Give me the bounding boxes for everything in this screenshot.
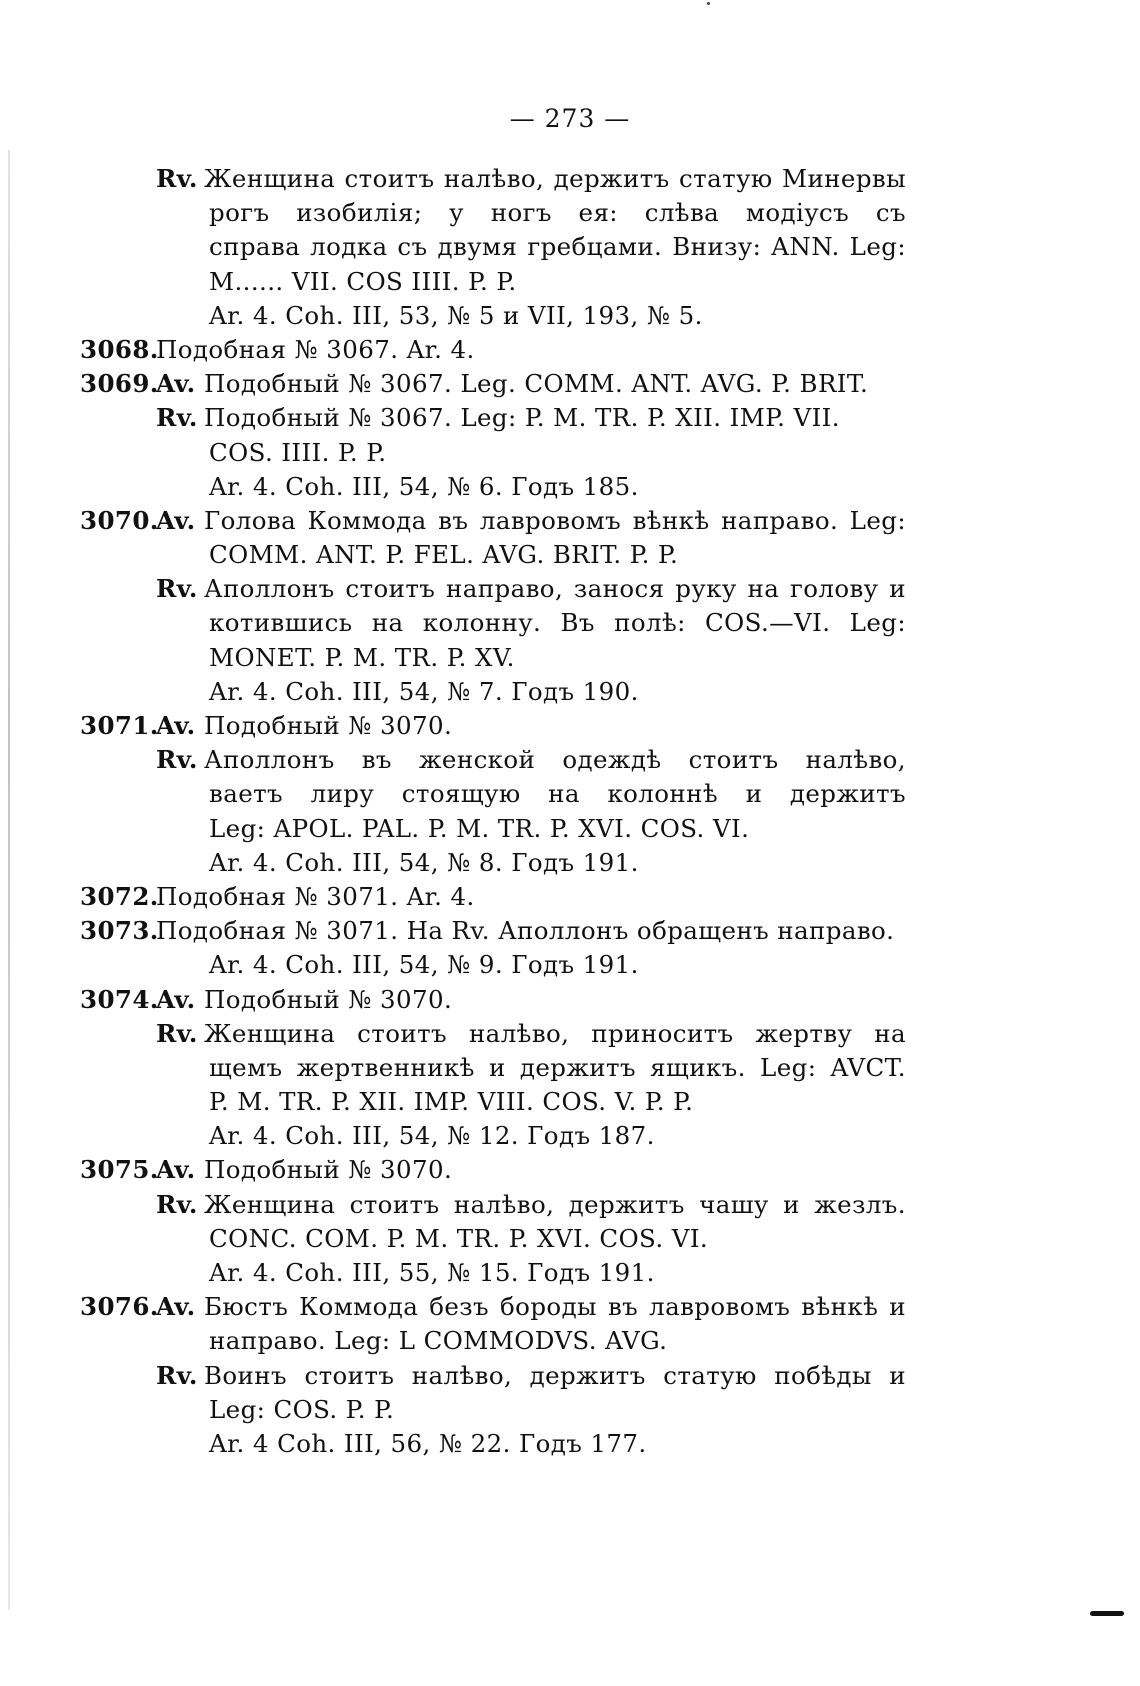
entry-number: 3069. xyxy=(80,369,159,399)
scan-mark xyxy=(1090,1611,1124,1616)
text-line xyxy=(0,914,1140,948)
text-line xyxy=(0,1119,1140,1153)
text-line xyxy=(0,777,1140,811)
entry-number: 3070. xyxy=(80,505,159,535)
entry-number: 3073. xyxy=(80,916,159,946)
reverse-label: Rv. xyxy=(156,164,198,193)
line-text: M...... VII. COS ІІІІ. P. P. xyxy=(209,266,517,296)
catalogue-text xyxy=(0,162,1140,1461)
line-text: Женщина стоитъ налѣво, держитъ статую Минервы xyxy=(204,164,906,193)
text-line xyxy=(0,1222,1140,1256)
obverse-label: Av. xyxy=(156,369,196,399)
text-line xyxy=(0,743,1140,777)
obverse-label: Av. xyxy=(156,711,196,740)
text-line xyxy=(0,606,1140,640)
line-text: Ar. 4. Coh. III, 54, № 8. Годъ 191. xyxy=(209,847,639,877)
line-text: рогъ изобилія; у ногъ ея: слѣва модіусъ съ xyxy=(209,198,906,228)
text-line xyxy=(0,367,1140,401)
text-line xyxy=(0,1290,1140,1324)
text-line xyxy=(0,1393,1140,1427)
obverse-label: Av. xyxy=(156,1155,196,1185)
text-line xyxy=(0,641,1140,675)
text-line xyxy=(0,470,1140,504)
line-text: Подобный № 3070. xyxy=(204,984,453,1014)
line-text: Женщина стоитъ налѣво, держитъ чашу и жезлъ. xyxy=(204,1189,906,1219)
text-line xyxy=(0,1017,1140,1051)
line-text: Аполлонъ стоитъ направо, занося руку на голову и xyxy=(204,574,906,604)
line-text: COS. ІІІІ. P. P. xyxy=(209,437,387,467)
line-text: COMM. ANT. P. FEL. AVG. BRIT. P. P. xyxy=(209,540,679,570)
line-text: Leg: APOL. PAL. P. M. TR. P. XVI. COS. VI. xyxy=(209,813,750,843)
text-line xyxy=(0,162,1140,196)
text-line xyxy=(0,846,1140,880)
line-text: Ar. 4. Coh. III, 54, № 12. Годъ 187. xyxy=(209,1121,655,1151)
text-line xyxy=(0,1085,1140,1119)
entry-number: 3074. xyxy=(80,984,159,1014)
line-text: CONC. COM. P. M. TR. P. XVI. COS. VI. xyxy=(209,1223,709,1253)
text-line xyxy=(0,1256,1140,1290)
line-text: Подобная № 3071. На Rv. Аполлонъ обращенъ направо. xyxy=(156,916,895,946)
scan-speck xyxy=(707,2,710,5)
line-text: щемъ жертвенникѣ и держитъ ящикъ. Leg: AVCT. xyxy=(209,1052,906,1082)
text-line xyxy=(0,675,1140,709)
text-line xyxy=(0,196,1140,230)
line-text: Ar. 4 Coh. III, 56, № 22. Годъ 177. xyxy=(209,1428,647,1458)
line-text: справа лодка съ двумя гребцами. Внизу: ANN. Leg: xyxy=(209,232,906,262)
text-line xyxy=(0,1427,1140,1461)
entry-number: 3076. xyxy=(80,1292,159,1322)
text-line xyxy=(0,401,1140,435)
line-text: Подобный № 3067. Leg: P. M. TR. P. XII. IMP. VII. xyxy=(204,403,840,433)
line-text: P. M. TR. P. XII. IMP. VIII. COS. V. P. P. xyxy=(209,1087,694,1117)
text-line xyxy=(0,436,1140,470)
text-line xyxy=(0,1153,1140,1187)
line-text: Leg: COS. P. P. xyxy=(209,1394,395,1424)
text-line xyxy=(0,948,1140,982)
line-text: Голова Коммода въ лавровомъ вѣнкѣ направо. Leg: xyxy=(204,505,906,535)
text-line xyxy=(0,299,1140,333)
reverse-label: Rv. xyxy=(156,1360,198,1390)
line-text: Ar. 4. Coh. III, 54, № 6. Годъ 185. xyxy=(209,471,639,501)
text-line xyxy=(0,572,1140,606)
line-text: Воинъ стоитъ налѣво, держитъ статую побѣды и xyxy=(204,1360,906,1390)
line-text: ваетъ лиру стоящую на колоннѣ и держитъ xyxy=(209,779,906,809)
line-text: Бюстъ Коммода безъ бороды въ лавровомъ вѣнкѣ и xyxy=(204,1292,906,1322)
obverse-label: Av. xyxy=(156,984,196,1014)
page-number: — 273 — xyxy=(509,104,631,133)
obverse-label: Av. xyxy=(156,505,196,535)
text-line xyxy=(0,265,1140,299)
text-line xyxy=(0,983,1140,1017)
text-line xyxy=(0,333,1140,367)
reverse-label: Rv. xyxy=(156,574,198,604)
line-text: Подобный № 3070. xyxy=(204,1155,453,1185)
text-line xyxy=(0,1359,1140,1393)
line-text: Ar. 4. Coh. III, 54, № 9. Годъ 191. xyxy=(209,950,639,980)
line-text: Подобный № 3070. xyxy=(204,711,453,740)
line-text: Ar. 4. Coh. III, 55, № 15. Годъ 191. xyxy=(209,1258,655,1287)
reverse-label: Rv. xyxy=(156,745,198,775)
reverse-label: Rv. xyxy=(156,1018,198,1048)
text-line xyxy=(0,1051,1140,1085)
line-text: Подобная № 3071. Ar. 4. xyxy=(156,881,475,911)
entry-number: 3071. xyxy=(80,711,159,740)
line-text: Аполлонъ въ женской одеждѣ стоитъ налѣво, xyxy=(204,745,906,775)
text-line xyxy=(0,880,1140,914)
text-line xyxy=(0,1188,1140,1222)
text-line xyxy=(0,812,1140,846)
entry-number: 3068. xyxy=(80,334,159,364)
line-text: котившись на колонну. Въ полѣ: COS.—VI. Leg: xyxy=(209,608,906,638)
line-text: Ar. 4. Coh. III, 53, № 5 и VII, 193, № 5. xyxy=(209,300,703,330)
text-line xyxy=(0,1324,1140,1358)
line-text: направо. Leg: L COMMODVS. AVG. xyxy=(209,1326,668,1356)
line-text: Подобный № 3067. Leg. COMM. ANT. AVG. P. BRIT. xyxy=(204,369,869,399)
text-line xyxy=(0,709,1140,743)
reverse-label: Rv. xyxy=(156,403,198,433)
entry-number: 3072. xyxy=(80,881,159,911)
line-text: Ar. 4. Coh. III, 54, № 7. Годъ 190. xyxy=(209,676,639,706)
obverse-label: Av. xyxy=(156,1292,196,1322)
text-line xyxy=(0,538,1140,572)
reverse-label: Rv. xyxy=(156,1189,198,1219)
text-line xyxy=(0,504,1140,538)
entry-number: 3075. xyxy=(80,1155,159,1185)
line-text: Женщина стоитъ налѣво, приноситъ жертву на xyxy=(204,1018,906,1048)
text-line xyxy=(0,230,1140,264)
line-text: MONET. P. M. TR. P. XV. xyxy=(209,642,515,672)
line-text: Подобная № 3067. Ar. 4. xyxy=(156,334,475,364)
